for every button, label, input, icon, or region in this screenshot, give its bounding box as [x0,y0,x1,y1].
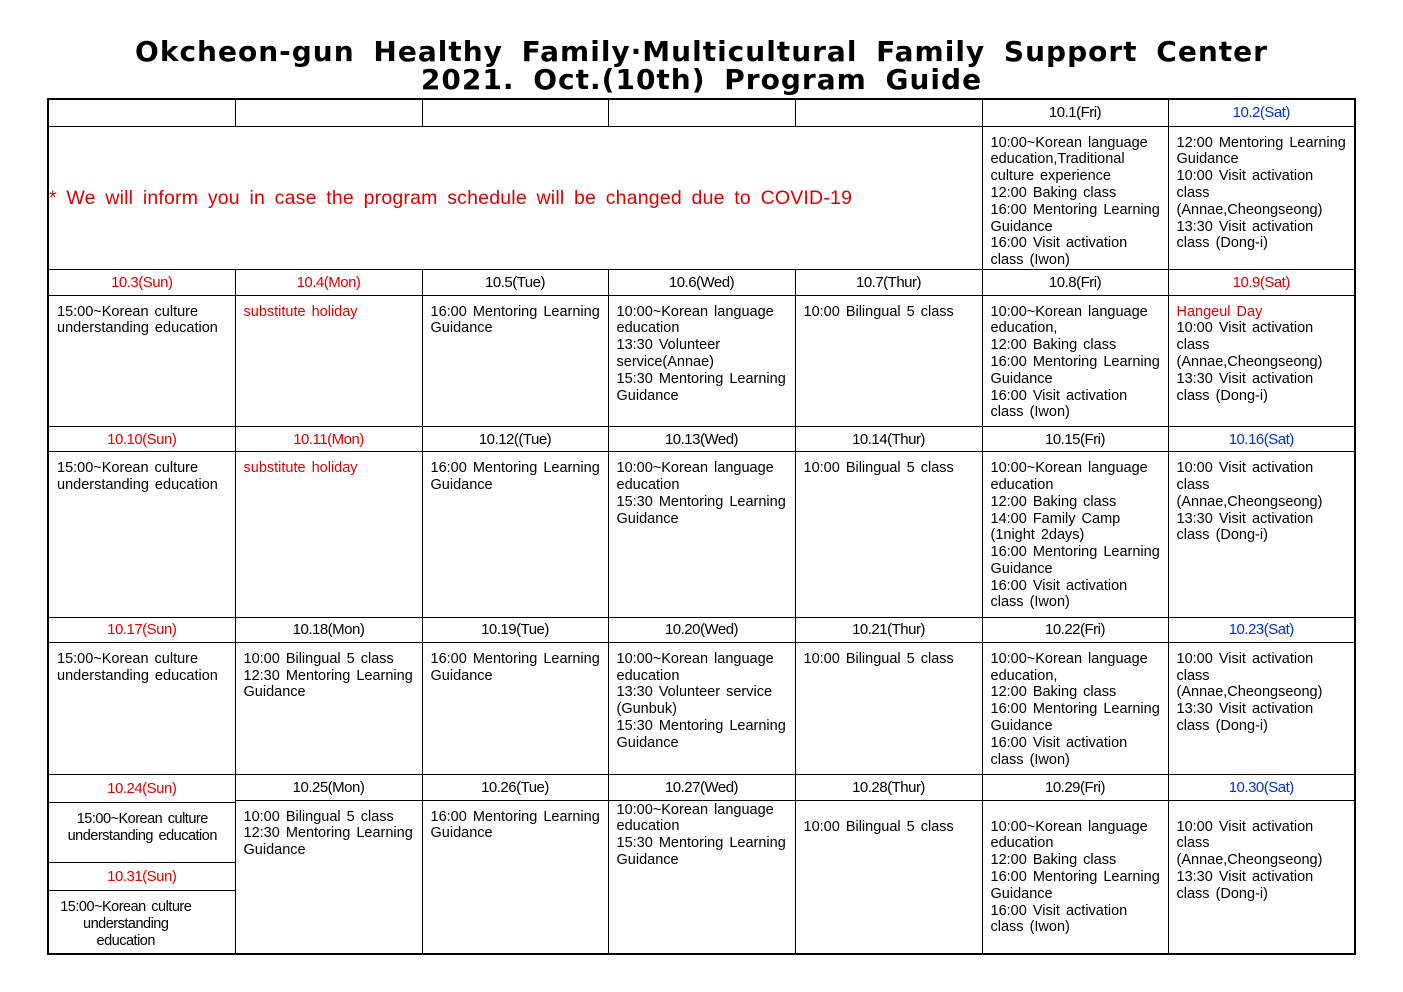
schedule-item: 10:00~Korean language education [616,801,774,835]
week-content-row [48,452,1355,618]
schedule-item: 16:00 Mentoring Learning Guidance [990,868,1160,902]
schedule-item: 13:30 Visit activation class (Dong-i) [1176,370,1314,404]
date-header-thu: 10.28(Thur) [795,775,982,800]
schedule-item: 15:00~Korean culture understanding education [57,650,218,684]
day-schedule-cell [422,452,608,618]
day-schedule [49,891,235,953]
day-schedule-cell [608,800,795,954]
date-header-wed: 10.13(Wed) [608,427,795,452]
schedule-item: 10:00 Visit activation class (Annae,Cheongseong) [1176,650,1323,701]
day-schedule-cell [795,452,982,618]
schedule-item: 16:00 Visit activation class (Iwon) [990,734,1128,768]
day-schedule [49,803,235,863]
day-schedule-cell [795,800,982,954]
date-header-tue: 10.26(Tue) [422,775,608,800]
day-schedule-cell [1168,126,1355,270]
date-label: 10.31(Sun) [49,863,235,891]
week-header-row [48,270,1355,295]
schedule-item: 12:00 Mentoring Learning Guidance [1176,134,1346,168]
date-header-wed: 10.20(Wed) [608,617,795,642]
week-header-row [48,617,1355,642]
date-header-sun: 10.10(Sun) [48,427,235,452]
schedule-item: 10:00 Bilingual 5 class [243,650,394,667]
schedule-item: 16:00 Mentoring Learning Guidance [430,650,600,684]
date-header-thu: 10.7(Thur) [795,270,982,295]
schedule-item: 16:00 Visit activation class (Iwon) [990,387,1128,421]
schedule-item: 15:00~Korean culture understanding education [57,460,218,493]
schedule-item: 12:30 Mentoring Learning Guidance [243,667,413,701]
schedule-item: 13:30 Visit activation class (Dong-i) [1176,510,1314,544]
day-schedule-cell [235,295,422,426]
schedule-item: 10:00~Korean language education [990,818,1148,852]
day-schedule-cell [795,642,982,774]
schedule-item: 16:00 Visit activation class (Iwon) [990,235,1128,269]
schedule-item: 13:30 Visit activation class (Dong-i) [1176,868,1314,902]
schedule-item: 10:00 Bilingual 5 class [803,460,954,477]
day-schedule-cell [982,642,1168,774]
day-schedule-cell [982,295,1168,426]
day-schedule-cell [1168,452,1355,618]
schedule-item: 10:00~Korean language education [616,460,774,493]
schedule-item: 10:00 Bilingual 5 class [243,808,394,825]
day-schedule-cell [422,642,608,774]
split-sunday-cell [48,775,235,954]
schedule-item: 10:00 Bilingual 5 class [803,650,954,667]
schedule-item: 16:00 Mentoring Learning Guidance [990,201,1160,235]
schedule-item: 15:30 Mentoring Learning Guidance [616,493,786,527]
day-schedule-cell [48,452,235,618]
page-title: Okcheon-gun Healthy Family·Multicultural Family Support Center [135,35,1268,68]
schedule-item: 10:00 Bilingual 5 class [803,818,954,835]
day-schedule-cell [235,800,422,954]
date-header-thu [795,99,982,126]
date-header-wed: 10.27(Wed) [608,775,795,800]
day-schedule-cell [608,452,795,618]
day-schedule-cell [795,295,982,426]
date-header-mon: 10.11(Mon) [235,427,422,452]
date-label: 10.24(Sun) [49,775,235,803]
schedule-item: substitute holiday [243,460,358,477]
week-content-row [48,295,1355,426]
schedule-item: 10:00~Korean language education [616,650,774,684]
date-header-wed: 10.6(Wed) [608,270,795,295]
schedule-item: 16:00 Mentoring Learning Guidance [430,808,600,842]
date-header-sat: 10.2(Sat) [1168,99,1355,126]
schedule-item: Hangeul Day [1176,303,1263,320]
schedule-item: 13:30 Visit activation class (Dong-i) [1176,701,1314,734]
schedule-item: 10:00 Visit activation class (Annae,Cheongseong) [1176,168,1323,218]
day-schedule-cell [422,800,608,954]
schedule-item: 13:30 Visit activation class (Dong-i) [1176,218,1314,252]
schedule-item: 14:00 Family Camp (1night 2days) [990,510,1121,544]
program-calendar [47,98,1356,955]
schedule-item: 10:00 Visit activation class (Annae,Cheongseong) [1176,320,1323,370]
day-schedule-cell [982,452,1168,618]
date-header-mon: 10.4(Mon) [235,270,422,295]
day-schedule-cell [1168,642,1355,774]
schedule-item: 15:00~Korean culture understanding education [67,811,217,845]
week-content-row [48,800,1355,954]
date-header-tue: 10.19(Tue) [422,617,608,642]
day-schedule-cell [608,295,795,426]
day-schedule-cell [48,642,235,774]
date-header-fri: 10.22(Fri) [982,617,1168,642]
week-content-row [48,642,1355,774]
week-header-row [48,427,1355,452]
schedule-item: 12:00 Baking class [990,184,1117,201]
date-header-wed [608,99,795,126]
schedule-item: 12:30 Mentoring Learning Guidance [243,825,413,859]
covid-notice: * We will inform you in case the program schedule will be changed due to COVID-19 [48,126,982,270]
schedule-item: 16:00 Visit activation class (Iwon) [990,577,1128,611]
date-header-mon: 10.18(Mon) [235,617,422,642]
day-schedule-cell [48,295,235,426]
schedule-item: 10:00~Korean language education, [990,650,1148,684]
date-header-thu: 10.14(Thur) [795,427,982,452]
date-header-thu: 10.21(Thur) [795,617,982,642]
day-schedule-cell [982,126,1168,270]
schedule-item: substitute holiday [243,303,358,320]
date-header-sun [48,99,235,126]
date-header-sun: 10.3(Sun) [48,270,235,295]
schedule-item: 10:00 Visit activation class (Annae,Cheongseong) [1176,460,1323,510]
date-header-fri: 10.29(Fri) [982,775,1168,800]
day-schedule-cell [608,642,795,774]
date-header-sat: 10.23(Sat) [1168,617,1355,642]
schedule-item: 16:00 Mentoring Learning Guidance [990,353,1160,387]
schedule-item: 16:00 Mentoring Learning Guidance [430,460,600,493]
day-schedule-cell [235,452,422,618]
date-header-tue: 10.5(Tue) [422,270,608,295]
schedule-item: 15:00~Korean culture understanding education [60,899,192,949]
date-header-sat: 10.30(Sat) [1168,775,1355,800]
day-schedule-cell [982,800,1168,954]
day-schedule-cell [1168,800,1355,954]
date-header-sat: 10.9(Sat) [1168,270,1355,295]
schedule-item: 15:30 Mentoring Learning Guidance [616,370,786,404]
week-header-row [48,99,1355,126]
date-header-fri: 10.8(Fri) [982,270,1168,295]
schedule-item: 16:00 Visit activation class (Iwon) [990,902,1128,936]
schedule-item: 12:00 Baking class [990,337,1117,354]
date-header-fri: 10.1(Fri) [982,99,1168,126]
date-header-sat: 10.16(Sat) [1168,427,1355,452]
schedule-item: 10:00 Bilingual 5 class [803,303,954,320]
schedule-item: 10:00~Korean language education,Traditional culture experience [990,134,1148,185]
date-header-mon: 10.25(Mon) [235,775,422,800]
date-header-tue [422,99,608,126]
schedule-item: 10:00 Visit activation class [1176,818,1314,852]
schedule-item: (Annae,Cheongseong) [1176,852,1323,869]
date-header-tue: 10.12((Tue) [422,427,608,452]
schedule-item: 16:00 Mentoring Learning Guidance [990,544,1160,577]
schedule-item: 12:00 Baking class [990,493,1117,510]
week-header-row [48,775,1355,800]
day-schedule-cell [235,642,422,774]
date-header-fri: 10.15(Fri) [982,427,1168,452]
date-header-sun: 10.17(Sun) [48,617,235,642]
schedule-item: 12:00 Baking class [990,684,1117,701]
schedule-item: 15:30 Mentoring Learning Guidance [616,717,786,751]
schedule-item: 10:00~Korean language education, [990,303,1148,337]
schedule-item: 13:30 Volunteer service (Gunbuk) [616,684,773,718]
day-schedule-cell [422,295,608,426]
schedule-item: 13:30 Volunteer service(Annae) [616,337,721,370]
schedule-item: 16:00 Mentoring Learning Guidance [990,701,1160,734]
week-content-row [48,126,1355,270]
schedule-item: 16:00 Mentoring Learning Guidance [430,303,600,337]
schedule-item: 15:30 Mentoring Learning Guidance [616,835,786,868]
day-schedule-cell [1168,295,1355,426]
schedule-item: 10:00~Korean language education [616,303,774,337]
schedule-item: 12:00 Baking class [990,852,1117,869]
schedule-item: 15:00~Korean culture understanding education [57,303,218,337]
schedule-item: 10:00~Korean language education [990,460,1148,493]
date-header-mon [235,99,422,126]
page-subtitle: 2021. Oct.(10th) Program Guide [420,63,983,96]
